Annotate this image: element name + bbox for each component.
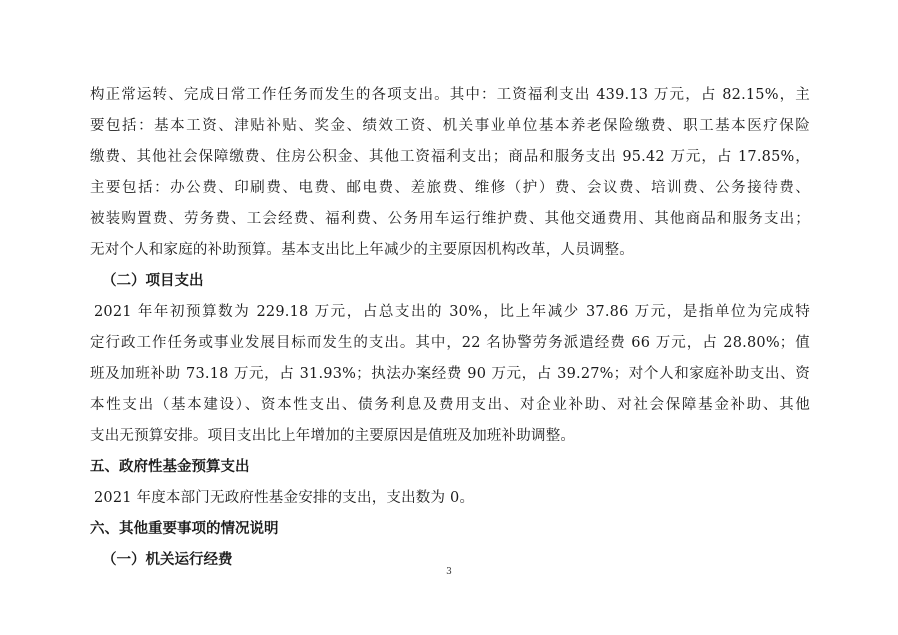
text-line: 班及加班补助 73.18 万元，占 31.93%；执法办案经费 90 万元，占 39.27%；对个人和家庭补助支出、资 — [90, 366, 810, 382]
subheading-operating-expenses: （一）机关运行经费 — [102, 552, 233, 568]
text-line: 本性支出（基本建设）、资本性支出、债务利息及费用支出、对企业补助、对社会保障基金补助、其他 — [90, 397, 810, 413]
text-line: 被装购置费、劳务费、工会经费、福利费、公务用车运行维护费、其他交通费用、其他商品和服务支出； — [90, 211, 810, 227]
text-line: 2021 年度本部门无政府性基金安排的支出，支出数为 0。 — [94, 490, 475, 506]
document-body — [90, 80, 810, 576]
paragraph-government-fund — [90, 483, 810, 514]
text-line: 要包括：基本工资、津贴补贴、奖金、绩效工资、机关事业单位基本养老保险缴费、职工基本医疗保险 — [90, 118, 810, 134]
paragraph-basic-expenditure — [90, 80, 810, 266]
text-line: 主要包括：办公费、印刷费、电费、邮电费、差旅费、维修（护）费、会议费、培训费、公务接待费、 — [90, 180, 810, 196]
text-line: 定行政工作任务或事业发展目标而发生的支出。其中，22 名协警劳务派遣经费 66 万元，占 28.80%；值 — [90, 335, 810, 351]
text-line: 缴费、其他社会保障缴费、住房公积金、其他工资福利支出；商品和服务支出 95.42 万元，占 17.85%， — [90, 149, 810, 165]
heading-government-fund-budget: 五、政府性基金预算支出 — [90, 459, 250, 475]
paragraph-project-expenditure — [90, 297, 810, 452]
text-line: 支出无预算安排。项目支出比上年增加的主要原因是值班及加班补助调整。 — [90, 428, 576, 444]
page-number: 3 — [446, 567, 452, 577]
text-line: 无对个人和家庭的补助预算。基本支出比上年减少的主要原因机构改革，人员调整。 — [90, 242, 634, 258]
heading-other-matters: 六、其他重要事项的情况说明 — [90, 521, 279, 537]
subheading-project-expenditure: （二）项目支出 — [102, 273, 204, 289]
text-line: 2021 年年初预算数为 229.18 万元，占总支出的 30%，比上年减少 37.86 万元，是指单位为完成特 — [94, 304, 810, 320]
text-line: 构正常运转、完成日常工作任务而发生的各项支出。其中：工资福利支出 439.13 万元，占 82.15%，主 — [90, 87, 810, 103]
